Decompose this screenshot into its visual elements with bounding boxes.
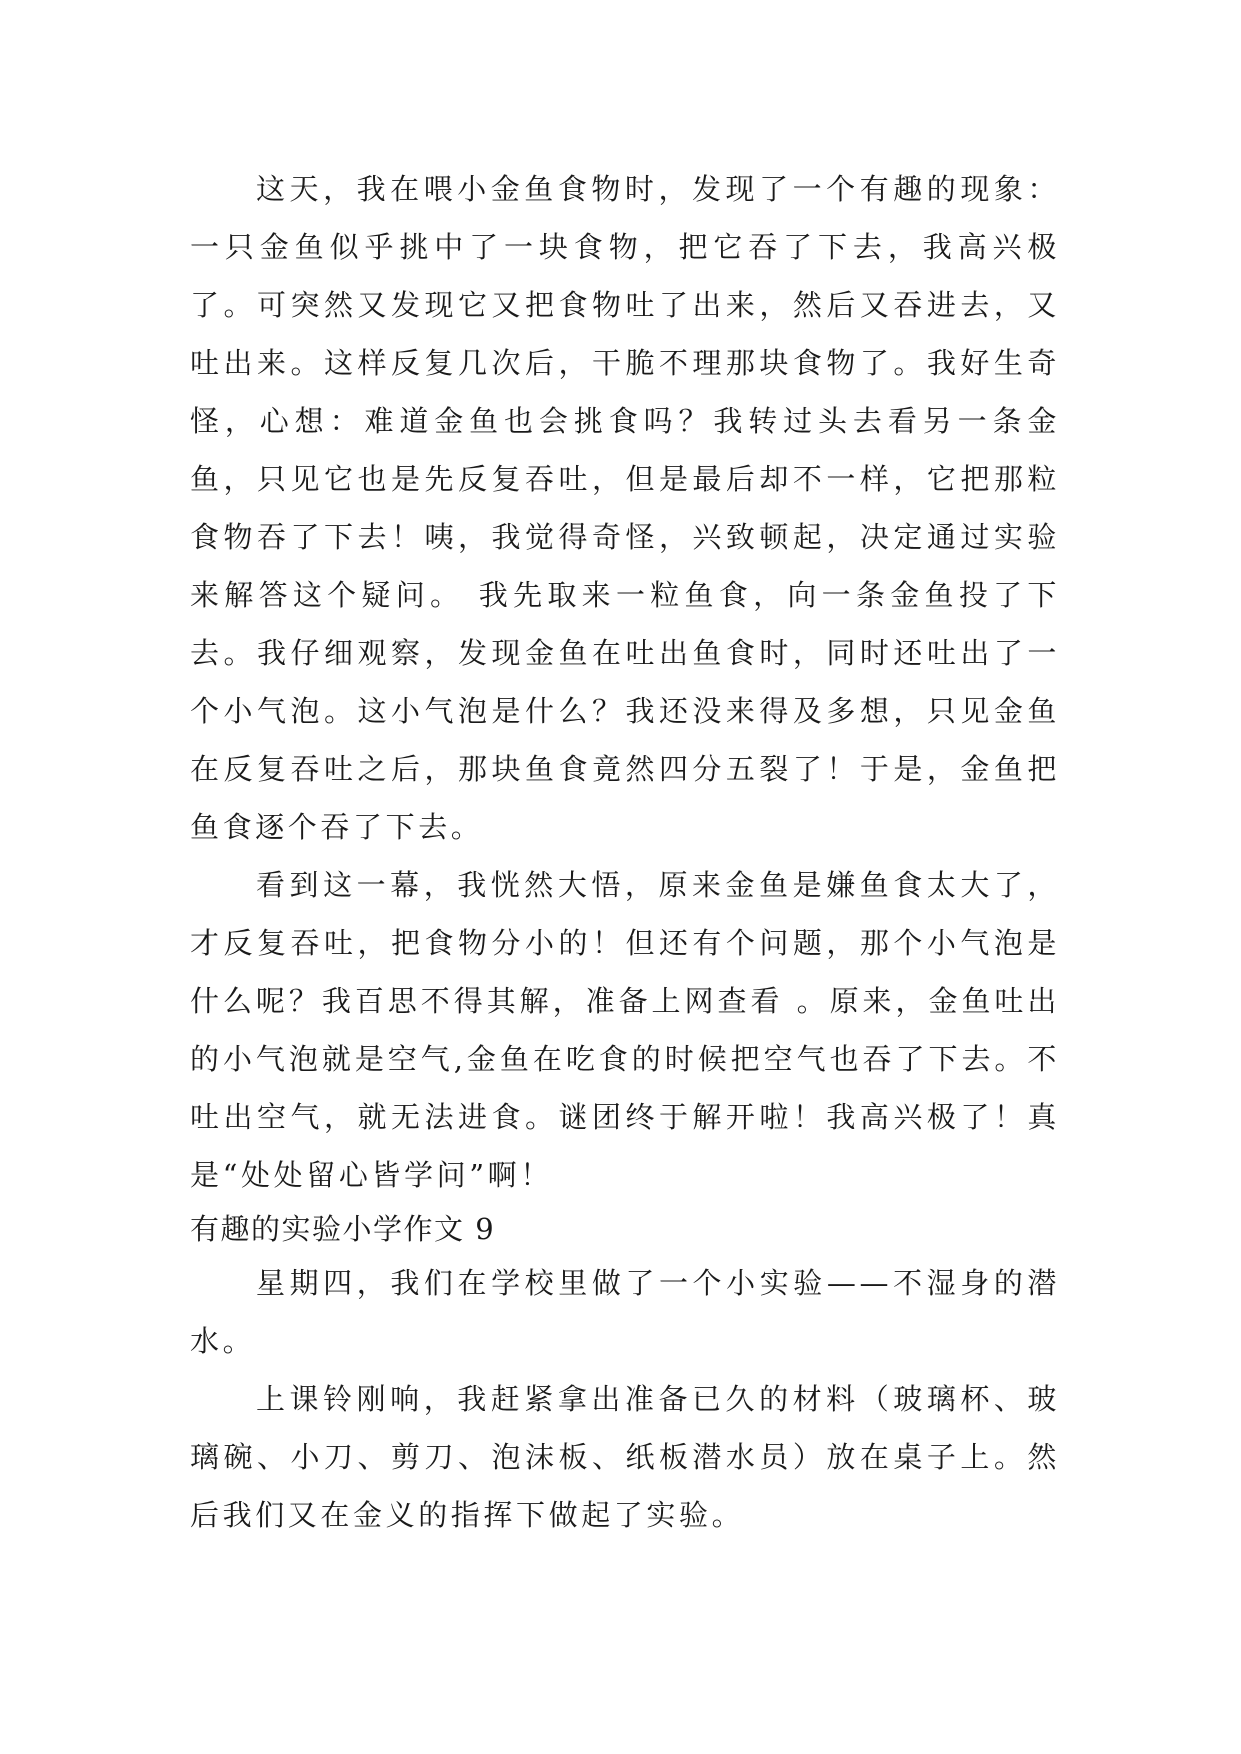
paragraph-diving-materials: 上课铃刚响，我赶紧拿出准备已久的材料（玻璃杯、玻璃碗、小刀、剪刀、泡沫板、纸板潜水员）放在桌子上。然后我们又在金义的指挥下做起了实验。 [190,1382,1060,1532]
paragraph-diving-intro: 星期四，我们在学校里做了一个小实验——不湿身的潜水。 [190,1266,1060,1358]
paragraph-goldfish-observation: 这天，我在喂小金鱼食物时，发现了一个有趣的现象：一只金鱼似乎挑中了一块食物，把它吞了下去，我高兴极了。可突然又发现它又把食物吐了出来，然后又吞进去，又吐出来。这样反复几次后，干脆不理那块食物了。我好生奇怪，心想：难道金鱼也会挑食吗？我转过头去看另一条金鱼，只见它也是先反复吞吐，但是最后却不一样，它把那粒食物吞了下去！咦，我觉得奇怪，兴致顿起，决定通过实验来解答这个疑问。 我先取来一粒鱼食，向一条金鱼投了下去。我仔细观察，发现金鱼在吐出鱼食时，同时还吐出了一个小气泡。这小气泡是什么？我还没来得及多想，只见金鱼在反复吞吐之后，那块鱼食竟然四分五裂了！于是，金鱼把鱼食逐个吞了下去。 [190,172,1060,844]
section-heading: 有趣的实验小学作文 9 [190,1212,496,1246]
paragraph-goldfish-conclusion: 看到这一幕，我恍然大悟，原来金鱼是嫌鱼食太大了，才反复吞吐，把食物分小的！但还有个问题，那个小气泡是什么呢？我百思不得其解，准备上网查看 。原来，金鱼吐出的小气泡就是空气,金鱼在吃食的时候把空气也吞了下去。不吐出空气，就无法进食。谜团终于解开啦！我高兴极了！真是“处处留心皆学问”啊！ [190,868,1060,1192]
document-page [190,160,1060,1544]
